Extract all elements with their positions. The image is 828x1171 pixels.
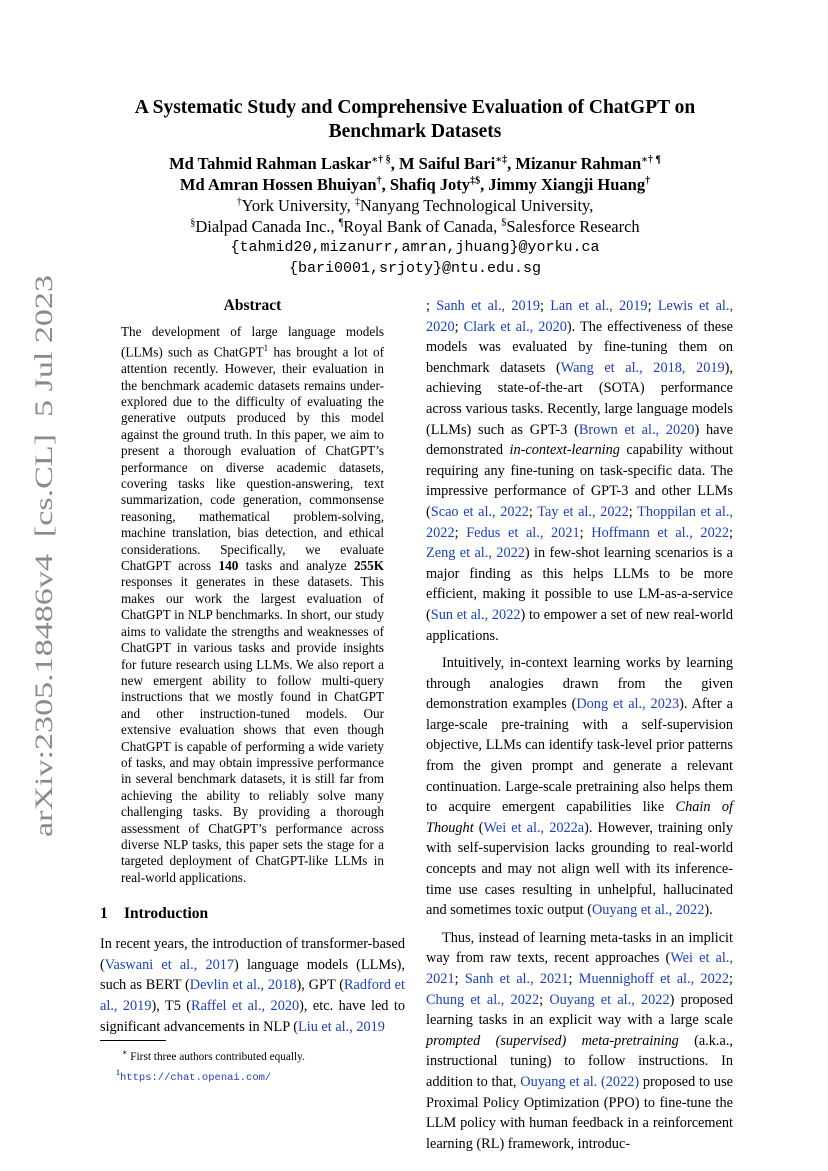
citation-link[interactable]: Sun et al., 2022 <box>430 606 521 623</box>
text: ). After a large-scale pre-training with a self-supervision objective, LLMs can identify task-level prior patterns from the given prompt and generate a relevant continuation. Large-scale pretraining also helps them to acquire emergent capabilities like <box>426 696 733 816</box>
citation-link[interactable]: Devlin et al., 2018 <box>189 977 297 994</box>
intro-paragraph-2 <box>426 653 733 921</box>
text: proposed to use Proximal Policy Optimization (PPO) to fine-tune the LLM policy with human feedback in a reinforcement learning (RL) framework, introduc- <box>426 1073 733 1152</box>
citation-link[interactable]: Liu et al., 2019 <box>298 1018 385 1035</box>
citation-link[interactable]: Sanh et al., 2019 <box>436 298 540 314</box>
author-marks: ∗‡ <box>495 154 508 166</box>
section-title: Introduction <box>124 905 209 923</box>
footnote-0 <box>100 1045 405 1065</box>
separator: , <box>480 175 489 194</box>
text: capability without requiring any fine-tuning on task-specific data. The impressive performance of GPT-3 and other LLMs ( <box>426 442 733 520</box>
text: ; <box>729 971 734 987</box>
author-name: Mizanur Rahman <box>515 154 642 173</box>
author-line-1 <box>90 153 740 174</box>
text: ; <box>454 524 467 541</box>
citation-link[interactable]: Wang et al., 2018, 2019 <box>560 359 725 376</box>
affiliation-mark: $ <box>501 217 507 229</box>
text: (a.k.a., instructional tuning) to follow instructions. In addition to that, <box>426 1032 733 1090</box>
footnote-1 <box>100 1065 405 1086</box>
citation-link[interactable]: Fedus et al., 2021 <box>466 524 580 541</box>
intro-paragraph-1 <box>100 934 405 1037</box>
affiliation-mark: § <box>190 217 196 229</box>
text: ) proposed learning tasks in an explicit way with a large scale <box>426 991 733 1029</box>
section-number: 1 <box>100 905 108 923</box>
separator: , <box>381 175 390 194</box>
citation-link[interactable]: Sanh et al., 2021 <box>464 971 569 987</box>
author-name: Md Amran Hossen Bhuiyan <box>179 175 377 194</box>
affiliation: Royal Bank of Canada, <box>343 217 502 236</box>
affiliation: Nanyang Technological University, <box>359 196 594 215</box>
affiliation-mark: ‡ <box>354 196 360 208</box>
abstract-text: has brought a lot of attention recently. However, their evaluation in the benchmark academic datasets remains under-explored due to the difficulty of evaluating the generative outputs produced by this model against the ground truth. In this paper, we aim to present a thorough evaluation of ChatGPT’s performance on diverse academic datasets, covering tasks like question-answering, text summarization, code generation, commonsense reasoning, mathematical problem-solving, machine translation, bias detection, and ethical considerations. Specifically, we evaluate ChatGPT across <box>121 344 384 574</box>
text: In recent years, the introduction of transformer-based ( <box>100 936 405 973</box>
emphasis: prompted (supervised) meta-pretraining <box>426 1032 679 1049</box>
text: ; <box>647 298 658 314</box>
footnote-mark: 1 <box>116 1067 120 1077</box>
author-block <box>90 153 740 279</box>
text: ; <box>454 971 465 987</box>
author-line-2 <box>90 174 740 195</box>
text: ) in few-shot learning scenarios is a major finding as this helps LLMs to be more efficient, making it possible to use LM-as-a-service ( <box>426 545 733 623</box>
text: ), achieving state-of-the-art (SOTA) performance across various tasks. Recently, large language models (LLMs) such as GPT-3 ( <box>426 359 733 438</box>
footnote-ref[interactable]: 1 <box>263 343 269 354</box>
abstract-body <box>121 324 384 886</box>
author-marks: ∗† § <box>371 154 391 166</box>
abstract-heading: Abstract <box>223 297 282 314</box>
citation-link[interactable]: Thoppilan et al., 2022 <box>426 503 733 541</box>
author-marks: † <box>376 175 382 187</box>
author-name: Jimmy Xiangji Huang <box>488 175 646 194</box>
arxiv-id-text: arXiv:2305.18486v4 [cs.CL] 5 Jul 2023 <box>29 416 58 837</box>
footnotes <box>100 1045 405 1086</box>
text: ). The effectiveness of these models was evaluated by fine-tuning them on benchmark datasets ( <box>426 318 733 376</box>
abstract-text: responses it generates in these datasets. This makes our work the largest evaluation of ChatGPT in NLP benchmarks. In short, our study aims to validate the strengths and weaknesses of ChatGPT in various tasks and provide insights for future research using LLMs. We also report a new emergent ability to follow multi-query instructions that we mostly found in ChatGPT and other instruction-tuned models. Our extensive evaluation shows that even though ChatGPT is capable of performing a wide variety of tasks, and may obtain impressive performance in several benchmark datasets, it is still far from achieving the ability to reliably solve many challenging tasks. By providing a thorough assessment of ChatGPT’s performance across diverse NLP tasks, this paper sets the stage for a targeted deployment of ChatGPT-like LLMs in real-world applications. <box>121 574 384 885</box>
author-name: Md Tahmid Rahman Laskar <box>169 154 372 173</box>
separator: , <box>507 154 516 173</box>
citation-link[interactable]: Chung et al., 2022 <box>426 991 540 1008</box>
text: ( <box>473 819 484 836</box>
text: ; <box>579 524 592 541</box>
emphasis: in-context-learning <box>509 442 620 459</box>
citation-link[interactable]: Tay et al., 2022 <box>537 503 629 520</box>
text: ). <box>704 902 713 919</box>
text: ; <box>568 971 579 987</box>
footnote-mark: ∗ <box>122 1048 128 1057</box>
affiliation: Dialpad Canada Inc., <box>195 217 339 236</box>
text: Thus, instead of learning meta-tasks in an implicit way from raw texts, recent approaches ( <box>426 929 733 967</box>
citation-link[interactable]: Muennighoff et al., 2022 <box>578 971 730 987</box>
citation-link[interactable]: Raffel et al., 2020 <box>191 997 300 1014</box>
arxiv-stamp-svg <box>14 270 62 870</box>
citation-link[interactable]: Vaswani et al., 2017 <box>104 956 235 973</box>
citation-link[interactable]: Lan et al., 2019 <box>550 298 648 314</box>
email-line-2: {bari0001,srjoty}@ntu.edu.sg <box>288 260 542 277</box>
text: ), etc. have led to significant advancements in NLP ( <box>100 997 405 1035</box>
citation-link[interactable]: Zeng et al., 2022 <box>426 545 525 562</box>
emphasis: Chain of Thought <box>426 799 733 836</box>
affiliation-mark: ¶ <box>338 217 344 229</box>
text: ) to empower a set of new real-world applications. <box>426 606 733 644</box>
affiliation-line-2 <box>90 216 740 237</box>
text: ). However, training only with self-supervision lacks grounding to real-world concepts and may not align well with its inference-time use cases resulting in unhelpful, hallucinated and sometimes toxic output ( <box>426 819 733 919</box>
separator: , <box>390 154 399 173</box>
arxiv-side-stamp <box>14 270 62 870</box>
citation-link[interactable]: Brown et al., 2020 <box>578 421 695 438</box>
paper-title <box>90 96 740 144</box>
abstract-bold-number: 140 <box>218 558 239 574</box>
citation-link[interactable]: Lewis et al., 2020 <box>426 298 734 335</box>
citation-link[interactable]: Ouyang et al., 2022 <box>591 902 705 919</box>
text: ), T5 ( <box>151 997 192 1014</box>
text: ; <box>539 991 550 1008</box>
affiliation: York University, <box>241 196 355 215</box>
text: ; <box>454 318 464 335</box>
intro-paragraph-3 <box>426 928 733 1155</box>
citation-link[interactable]: Scao et al., 2022 <box>430 503 529 520</box>
citation-link[interactable]: Radford et al., 2019 <box>100 977 406 1014</box>
affiliation: Salesforce Research <box>506 217 640 236</box>
citation-link[interactable]: Hoffmann et al., 2022 <box>591 524 730 541</box>
section-heading-introduction <box>100 904 405 924</box>
citation-link[interactable]: Clark et al., 2020 <box>463 318 567 335</box>
citation-link[interactable]: Wei et al., 2022a <box>483 819 585 836</box>
citation-link[interactable]: Ouyang et al. (2022) <box>520 1073 640 1090</box>
footnote-text: First three authors contributed equally. <box>130 1050 305 1063</box>
text: ; <box>528 503 538 520</box>
author-name: M Saiful Bari <box>398 154 496 173</box>
footnote-url-link[interactable]: https://chat.openai.com/ <box>120 1071 272 1084</box>
text: Intuitively, in-context learning works by learning through analogies drawn from the given demonstration examples ( <box>426 655 733 713</box>
author-name: Shafiq Joty <box>389 175 471 194</box>
author-marks: † <box>645 175 651 187</box>
abstract-bold-number: 255K <box>353 558 384 574</box>
email-line-1: {tahmid20,mizanurr,amran,jhuang}@yorku.ca <box>230 239 600 256</box>
affiliation-mark: † <box>236 196 242 208</box>
text: ) language models (LLMs), such as BERT ( <box>100 956 405 994</box>
author-marks: ∗† ¶ <box>641 154 661 166</box>
abstract-text: tasks and analyze <box>238 558 354 574</box>
text: ; <box>539 298 551 314</box>
author-marks: ‡$ <box>470 175 481 187</box>
affiliation-line-1 <box>90 195 740 216</box>
title-line-2: Benchmark Datasets <box>328 121 502 142</box>
text: ), GPT ( <box>296 977 345 994</box>
text: ; <box>426 298 437 314</box>
citation-link[interactable]: Ouyang et al., 2022 <box>549 991 670 1008</box>
citation-link[interactable]: Wei et al., 2021 <box>426 950 733 987</box>
intro-paragraph-1-cont <box>426 296 733 646</box>
citation-link[interactable]: Dong et al., 2023 <box>576 696 680 713</box>
abstract-text: The development of large language models (LLMs) such as ChatGPT <box>121 324 384 360</box>
left-column <box>100 296 405 1037</box>
title-line-1: A Systematic Study and Comprehensive Evaluation of ChatGPT on <box>134 97 696 118</box>
right-column <box>426 296 733 1154</box>
text: ) have demonstrated <box>426 421 733 459</box>
footnote-rule <box>100 1040 166 1041</box>
text: ; <box>729 524 734 541</box>
text: ; <box>628 503 638 520</box>
